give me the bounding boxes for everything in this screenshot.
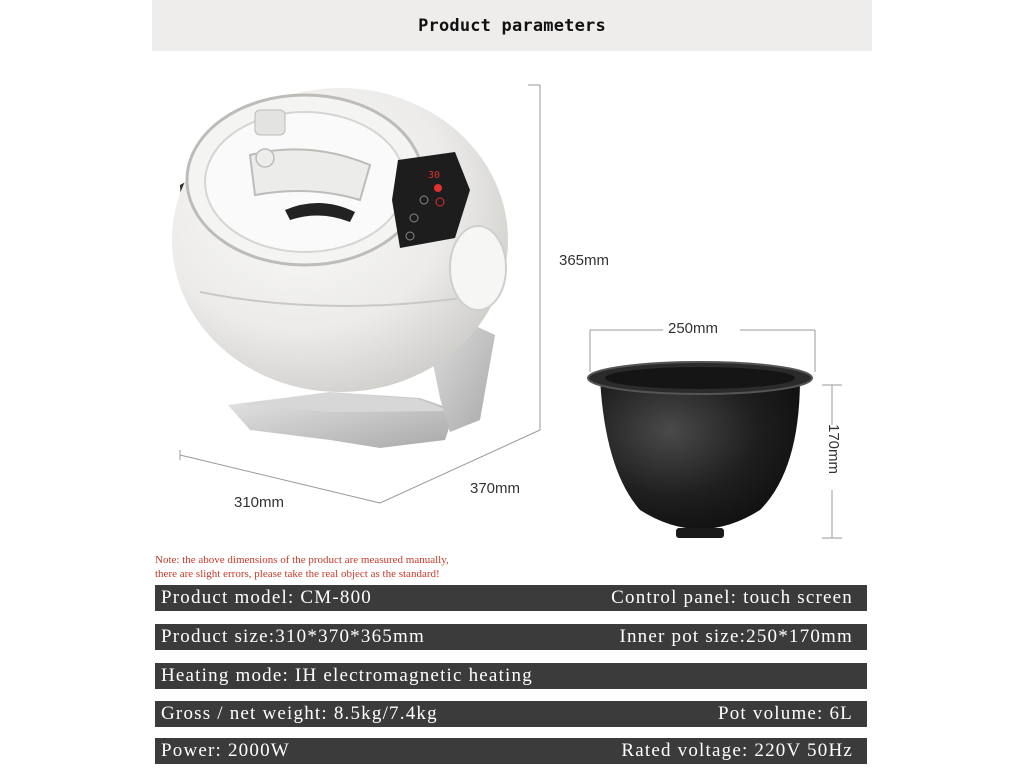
note-line-1: Note: the above dimensions of the product are measured manually, — [155, 554, 449, 566]
spec-product-model: Product model: CM-800 — [161, 587, 372, 608]
cooker-machine — [172, 88, 508, 448]
spec-rated-voltage: Rated voltage: 220V 50Hz — [621, 740, 853, 761]
spec-row — [155, 585, 867, 611]
spec-control-panel: Control panel: touch screen — [611, 587, 853, 608]
measurement-note — [155, 553, 449, 581]
spec-row — [155, 663, 867, 689]
pot-height-label: 170mm — [825, 424, 842, 475]
height-dimension-label: 365mm — [559, 252, 610, 269]
depth-dimension-label: 370mm — [470, 480, 521, 497]
spec-row — [155, 738, 867, 764]
spec-power: Power: 2000W — [161, 740, 290, 761]
spec-heating-mode: Heating mode: IH electromagnetic heating — [161, 665, 533, 686]
width-dimension-label: 310mm — [234, 494, 285, 511]
side-knob — [450, 226, 506, 310]
pot-diameter-label: 250mm — [668, 320, 719, 337]
spec-pot-volume: Pot volume: 6L — [717, 703, 853, 724]
page-title: Product parameters — [418, 15, 606, 36]
inner-pot-body — [600, 378, 800, 529]
spec-row — [155, 701, 867, 727]
spec-row — [155, 624, 867, 650]
inner-pot — [588, 362, 812, 538]
note-line-2: there are slight errors, please take the real object as the standard! — [155, 568, 440, 580]
spec-weight: Gross / net weight: 8.5kg/7.4kg — [161, 703, 438, 724]
spec-inner-pot-size: Inner pot size:250*170mm — [619, 626, 853, 647]
display-readout: 30 — [428, 170, 441, 181]
spec-product-size: Product size:310*370*365mm — [161, 626, 425, 647]
